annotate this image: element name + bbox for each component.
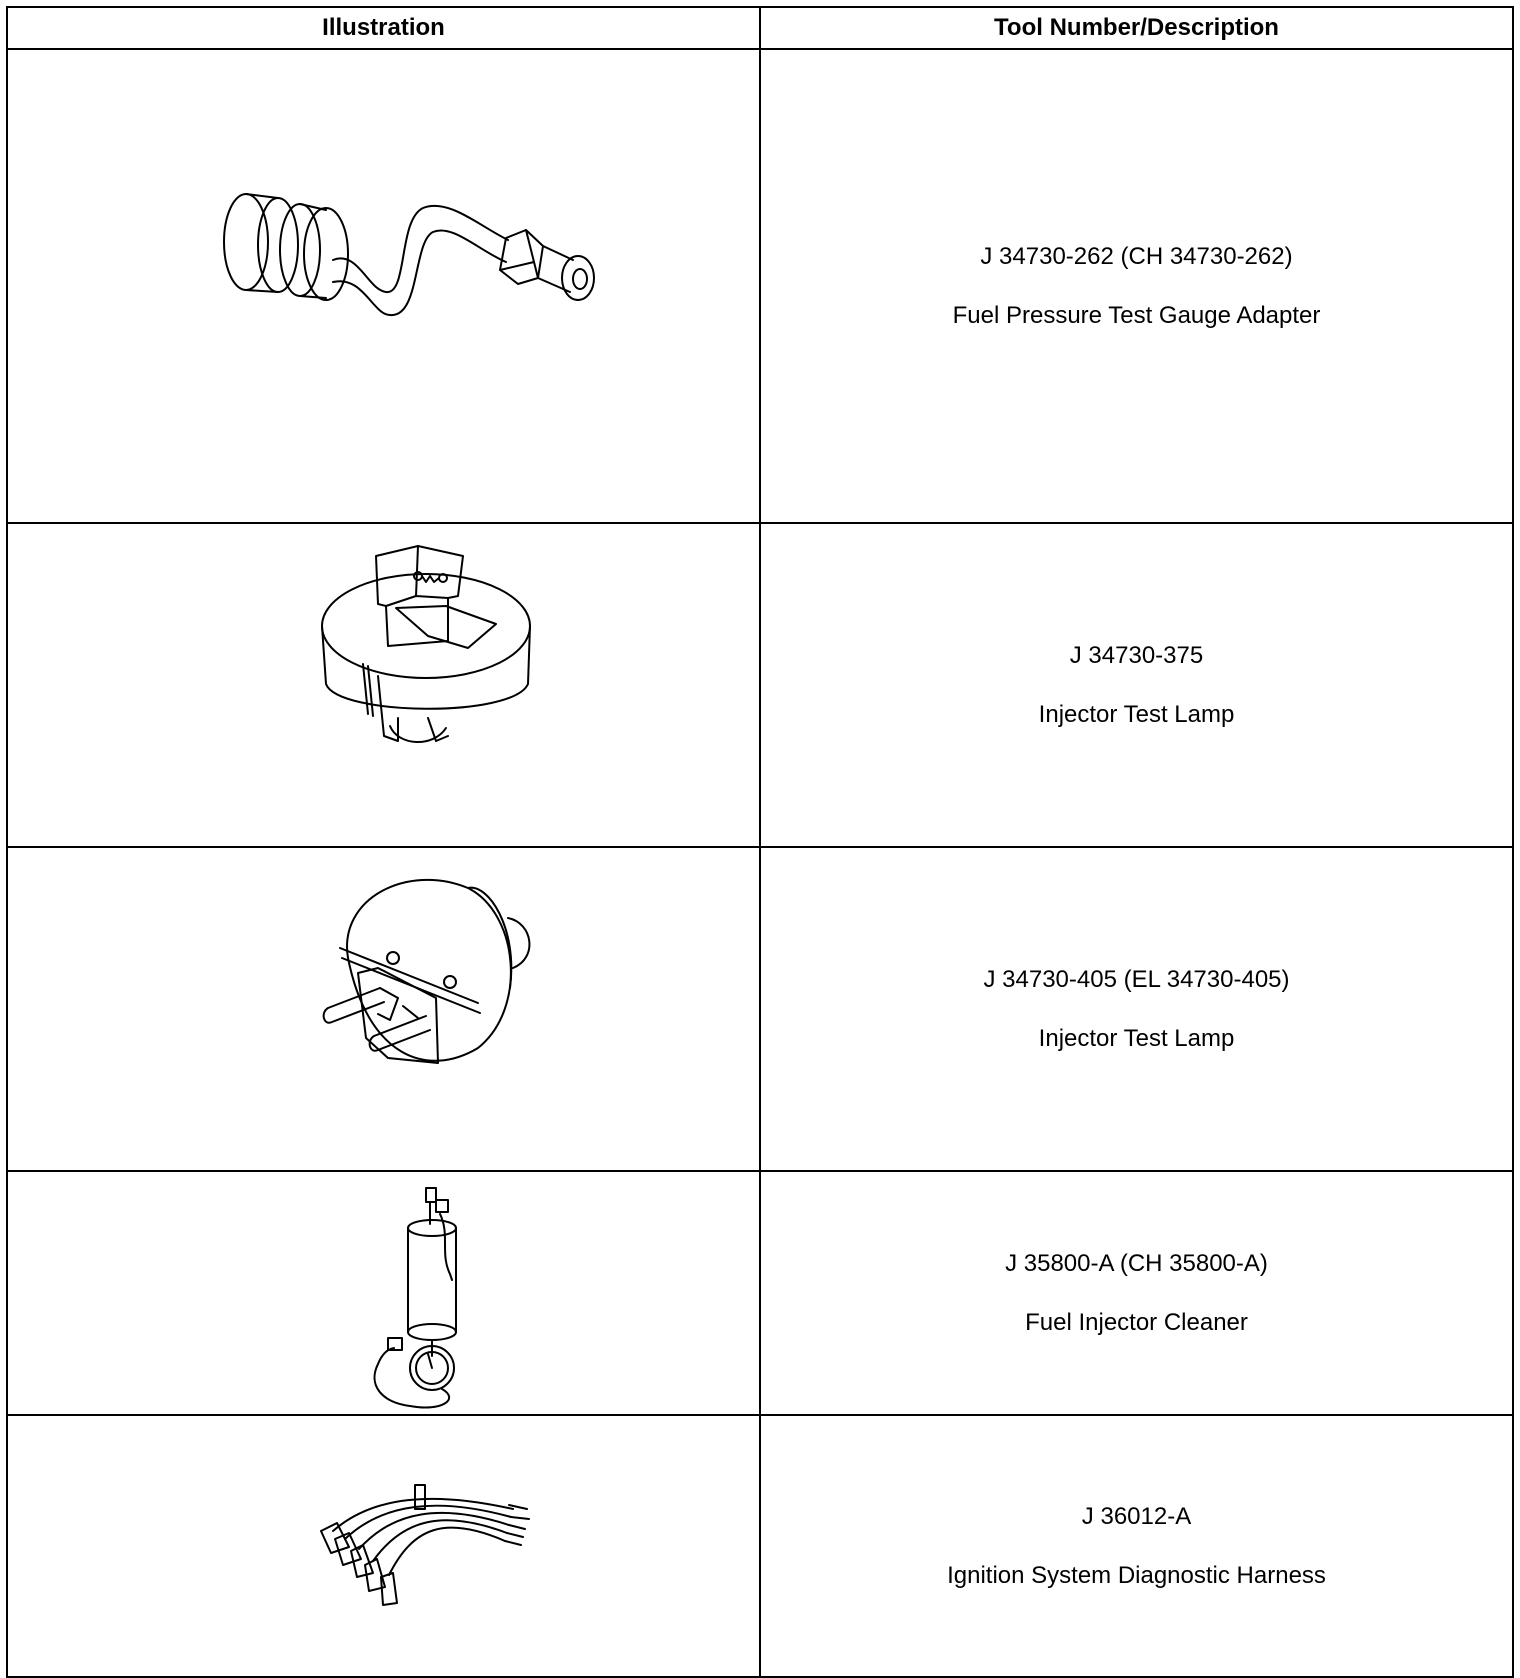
header-row [7,7,1513,49]
description-cell [760,523,1513,847]
table-row [7,847,1513,1171]
description-cell [760,1415,1513,1677]
table-row [7,1415,1513,1677]
tool-description: Injector Test Lamp [1038,1024,1235,1052]
tool-number: J 35800-A (CH 35800-A) [1005,1249,1268,1277]
illustration-cell [7,49,760,523]
tool-table [6,6,1514,1678]
illustration-cell [7,1415,760,1677]
tool-number: J 34730-375 [1069,641,1204,669]
tool-number: J 34730-405 (EL 34730-405) [983,965,1290,993]
tool-description: Fuel Injector Cleaner [1025,1308,1248,1336]
injector-test-lamp-icon [318,868,548,1078]
tool-header: Tool Number/Description [760,7,1513,49]
tool-description: Ignition System Diagnostic Harness [947,1561,1326,1589]
tool-description: Injector Test Lamp [1038,700,1235,728]
tool-description: Fuel Pressure Test Gauge Adapter [952,301,1321,329]
fuel-pressure-adapter-icon [208,180,648,380]
table-row [7,523,1513,847]
table-row [7,49,1513,523]
tool-number: J 34730-262 (CH 34730-262) [980,242,1293,270]
injector-test-lamp-icon [318,536,538,758]
table-row [7,1171,1513,1415]
fuel-injector-cleaner-icon [370,1184,500,1409]
illustration-cell [7,1171,760,1415]
illustration-header: Illustration [7,7,760,49]
description-cell [760,847,1513,1171]
diagnostic-harness-icon [313,1471,553,1611]
tool-number: J 36012-A [1081,1502,1192,1530]
illustration-cell [7,847,760,1171]
description-cell [760,1171,1513,1415]
illustration-cell [7,523,760,847]
description-cell [760,49,1513,523]
